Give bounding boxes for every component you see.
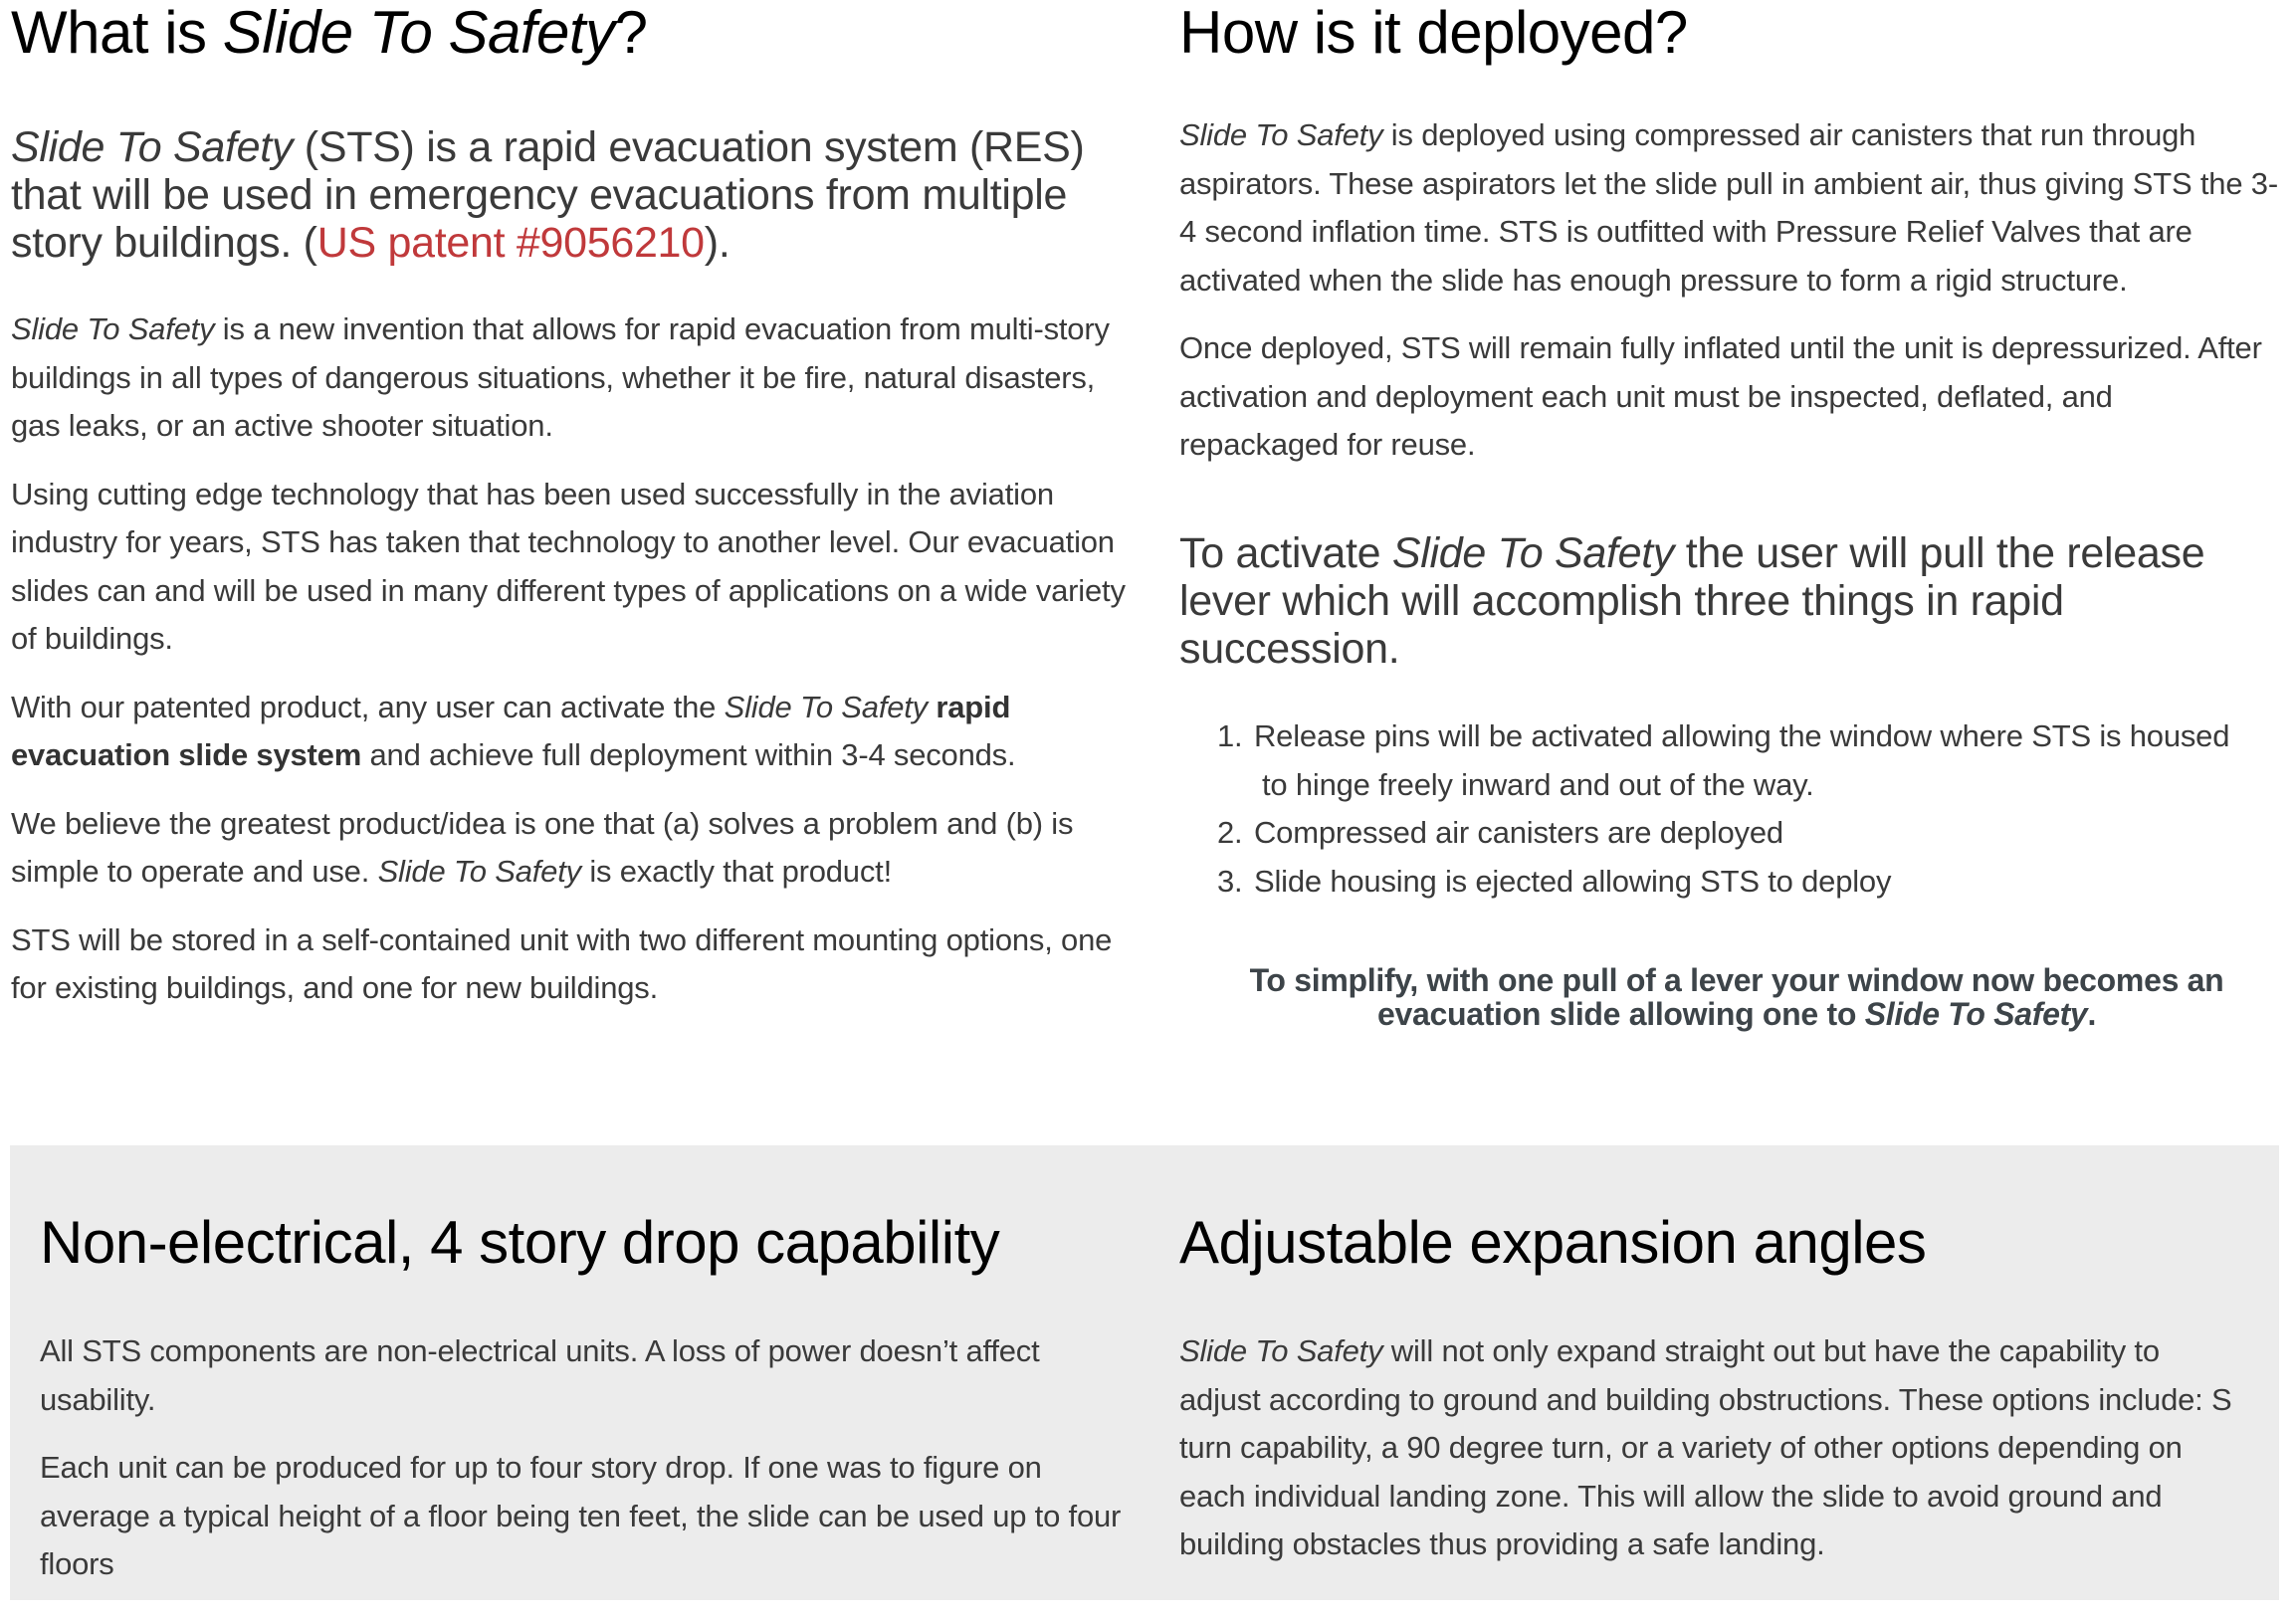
list-item-text: Compressed air canisters are deployed (1254, 815, 1783, 850)
brand-name: Slide To Safety (1179, 1333, 1383, 1368)
brand-name: Slide To Safety (11, 311, 215, 346)
paragraph-text: will not only expand straight out but have the capability to adjust according to ground and building obstructions. These options include: S turn capability, a 90 degree turn, or a variety of other options depending on each individual landing zone. This will allow the slide to avoid ground and building obstacles thus providing a safe landing. (1179, 1333, 2232, 1561)
subheading-text: To activate (1179, 529, 1392, 577)
activation-steps-list (1179, 712, 2284, 906)
brand-name: Slide To Safety (1864, 996, 2088, 1032)
heading-brand: Slide To Safety (222, 0, 615, 66)
paragraph-text: is a new invention that allows for rapid evacuation from multi-story buildings in all types of dangerous situations, whether it be fire, natural disasters, gas leaks, or an active shooter situation. (11, 311, 1110, 443)
paragraph-text: is exactly that product! (580, 854, 892, 889)
list-number: 1. (1217, 718, 1243, 753)
paragraph-text: We believe the greatest product/idea is one that (a) solves a problem and (b) is simple to operate and use. (11, 805, 1074, 889)
list-number: 2. (1217, 815, 1243, 850)
paragraph-text: and achieve full deployment within 3-4 seconds. (361, 737, 1016, 772)
paragraph-text: With our patented product, any user can activate the (11, 689, 725, 724)
paragraph-four-story: Each unit can be produced for up to four story drop. If one was to figure on average a typical height of a floor being ten feet, the slide can be used up to four floors (40, 1450, 1122, 1581)
summary-callout (1219, 963, 2254, 1031)
paragraph-text: STS will be stored in a self-contained unit with two different mounting options, one for existing buildings, and one for new buildings. (11, 921, 1113, 1005)
patent-link[interactable]: US patent #9056210 (316, 219, 705, 267)
heading-text: What is (11, 0, 223, 66)
activate-subheading (1179, 529, 2254, 673)
brand-name: Slide To Safety (1391, 529, 1675, 577)
brand-name: Slide To Safety (11, 123, 294, 171)
list-item (1179, 858, 2284, 907)
feature-body-non-electrical (40, 1327, 1125, 1589)
paragraph-expansion (1179, 1327, 2234, 1569)
heading-text: ? (614, 0, 648, 66)
paragraph-deployment (1179, 111, 2279, 304)
feature-heading-non-electrical: Non-electrical, 4 story drop capability (40, 1209, 1000, 1276)
paragraph-intro (11, 305, 1131, 451)
lead-text: (STS) is a rapid evacuation system (RES) that will be used in emergency evacuations from multiple story buildings. ( (11, 123, 1085, 267)
paragraph-after-deploy (1179, 324, 2279, 470)
list-item (1179, 712, 2284, 809)
lead-text: ). (704, 219, 730, 267)
paragraph-storage (11, 916, 1131, 1013)
emphasis-text: rapid evacuation slide system (11, 689, 1011, 772)
callout-text: . (2087, 996, 2097, 1032)
paragraph-text: Using cutting edge technology that has been used successfully in the aviation industry for years, STS has taken that technology to another level. Our evacuation slides can and will be used in many different types of applications on a wide variety of buildings. (11, 476, 1126, 656)
paragraph-belief (11, 800, 1131, 897)
feature-heading-expansion-angles: Adjustable expansion angles (1179, 1209, 1927, 1276)
what-is-body (11, 305, 1131, 1013)
list-number: 3. (1217, 863, 1243, 899)
deployed-heading: How is it deployed? (1179, 0, 1688, 66)
paragraph-technology (11, 471, 1131, 664)
list-item-text: Release pins will be activated allowing the window where STS is housed (1254, 718, 2230, 753)
lead-paragraph (11, 123, 1086, 267)
paragraph-text: Once deployed, STS will remain fully inflated until the unit is depressurized. After activation and deployment each unit must be inspected, deflated, and repackaged for reuse. (1179, 330, 2262, 462)
feature-body-expansion-angles (1179, 1327, 2234, 1569)
subheading-text: the user will pull the release lever which will accomplish three things in rapid succession. (1179, 529, 2205, 673)
brand-name: Slide To Safety (724, 689, 928, 724)
list-item-text: Slide housing is ejected allowing STS to deploy (1254, 863, 1892, 899)
callout-text: To simplify, with one pull of a lever your window now becomes an evacuation slide allowing one to (1249, 962, 2224, 1032)
list-item-text: to hinge freely inward and out of the way. (1262, 766, 1814, 802)
paragraph-text: is deployed using compressed air canisters that run through aspirators. These aspirators let the slide pull in ambient air, thus giving STS the 3-4 second inflation time. STS is outfitted with Pressure Relief Valves that are activated when the slide has enough pressure to form a rigid structure. (1179, 117, 2278, 298)
what-is-heading (11, 2, 1131, 64)
brand-name: Slide To Safety (377, 854, 581, 889)
deployed-body (1179, 111, 2279, 470)
paragraph-patented (11, 684, 1131, 780)
paragraph-non-electrical: All STS components are non-electrical units. A loss of power doesn’t affect usability. (40, 1333, 1040, 1417)
list-item (1179, 809, 2284, 858)
brand-name: Slide To Safety (1179, 117, 1383, 152)
